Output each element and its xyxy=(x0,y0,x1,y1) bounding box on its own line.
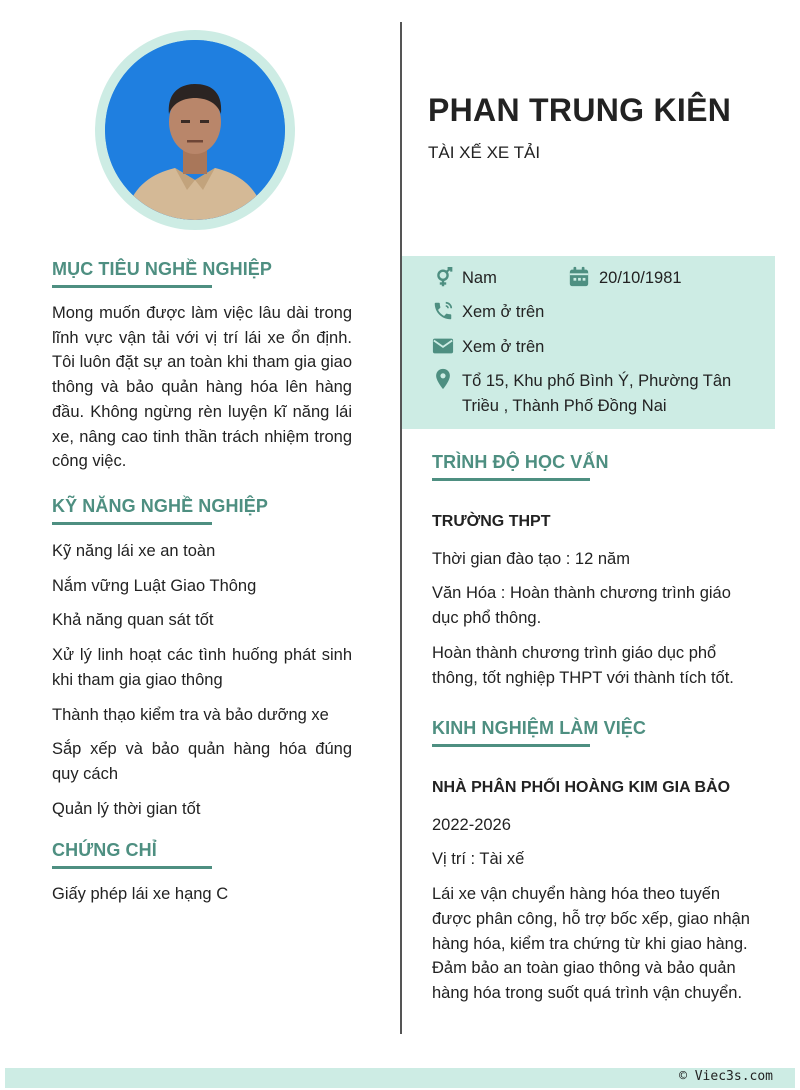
skills-title: KỸ NĂNG NGHỀ NGHIỆP xyxy=(52,496,268,516)
certificates-title: CHỨNG CHỈ xyxy=(52,840,157,860)
calendar-icon xyxy=(568,266,590,288)
education-underline xyxy=(432,478,590,481)
experience-details xyxy=(432,776,762,1006)
footer-bar xyxy=(5,1068,795,1088)
objective-title: MỤC TIÊU NGHỀ NGHIỆP xyxy=(52,259,273,279)
contact-info-box xyxy=(402,256,775,429)
list-item: Thành thạo kiểm tra và bảo dưỡng xe xyxy=(52,705,329,724)
gender-value: Nam xyxy=(462,269,497,287)
education-title: TRÌNH ĐỘ HỌC VẤN xyxy=(432,452,609,472)
location-pin-icon xyxy=(432,368,454,390)
avatar-ring xyxy=(95,30,295,230)
experience-description: Lái xe vận chuyển hàng hóa theo tuyến được phân công, hỗ trợ bốc xếp, giao nhận hàng hóa, kiểm tra chứng từ khi giao hàng. Đảm bảo an toàn giao thông và bảo quản hàng hóa trong suốt quá trình vận chuyển. xyxy=(432,885,750,1002)
list-item: Giấy phép lái xe hạng C xyxy=(52,885,229,903)
job-title: TÀI XẾ XE TẢI xyxy=(428,143,541,162)
skills-section xyxy=(52,496,352,525)
education-details xyxy=(432,510,762,690)
education-section xyxy=(432,452,762,481)
mail-icon xyxy=(432,335,454,357)
list-item: Nắm vững Luật Giao Thông xyxy=(52,576,257,595)
avatar xyxy=(105,40,285,220)
education-culture: Văn Hóa : Hoàn thành chương trình giáo dục phổ thông. xyxy=(432,584,731,628)
education-note: Hoàn thành chương trình giáo dục phổ thông, tốt nghiệp THPT với thành tích tốt. xyxy=(432,643,734,687)
address-value: Tổ 15, Khu phố Bình Ý, Phường Tân Triều , Thành Phố Đồng Nai xyxy=(462,372,732,415)
company-name: NHÀ PHÂN PHỐI HOÀNG KIM GIA BẢO xyxy=(432,779,731,796)
candidate-name: PHAN TRUNG KIÊN xyxy=(428,92,732,128)
email-value: Xem ở trên xyxy=(462,338,545,356)
certificates-section xyxy=(52,840,352,869)
birthdate-value: 20/10/1981 xyxy=(599,269,682,287)
experience-title: KINH NGHIỆM LÀM VIỆC xyxy=(432,718,647,738)
list-item: Kỹ năng lái xe an toàn xyxy=(52,542,216,560)
list-item: Khả năng quan sát tốt xyxy=(52,611,214,630)
gender-icon xyxy=(432,267,454,289)
skills-list xyxy=(52,539,352,821)
phone-value: Xem ở trên xyxy=(462,303,545,321)
objective-underline xyxy=(52,285,212,288)
phone-icon xyxy=(432,300,454,322)
experience-underline xyxy=(432,744,590,747)
experience-position: Vị trí : Tài xế xyxy=(432,850,525,869)
list-item: Xử lý linh hoạt các tình huống phát sinh khi tham gia giao thông xyxy=(52,646,352,689)
watermark-text: © Viec3s.com xyxy=(679,1069,773,1084)
school-name: TRƯỜNG THPT xyxy=(432,513,551,530)
experience-period: 2022-2026 xyxy=(432,815,511,834)
objective-text: Mong muốn được làm việc lâu dài trong lĩnh vực vận tải với vị trí lái xe ổn định. Tôi luôn đặt sự an toàn khi tham gia giao thông và bảo quản hàng hóa lên hàng đầu. Không ngừng rèn luyện kĩ năng lái xe, nâng cao tinh thần trách nhiệm trong công việc. xyxy=(52,304,352,471)
list-item: Quản lý thời gian tốt xyxy=(52,799,201,818)
objective-section xyxy=(52,259,352,288)
experience-section xyxy=(432,718,762,747)
column-divider xyxy=(400,22,402,1034)
certificates-underline xyxy=(52,866,212,869)
skills-underline xyxy=(52,522,212,525)
list-item: Sắp xếp và bảo quản hàng hóa đúng quy cách xyxy=(52,740,352,783)
profile-photo xyxy=(105,40,285,220)
education-duration: Thời gian đào tạo : 12 năm xyxy=(432,549,630,568)
